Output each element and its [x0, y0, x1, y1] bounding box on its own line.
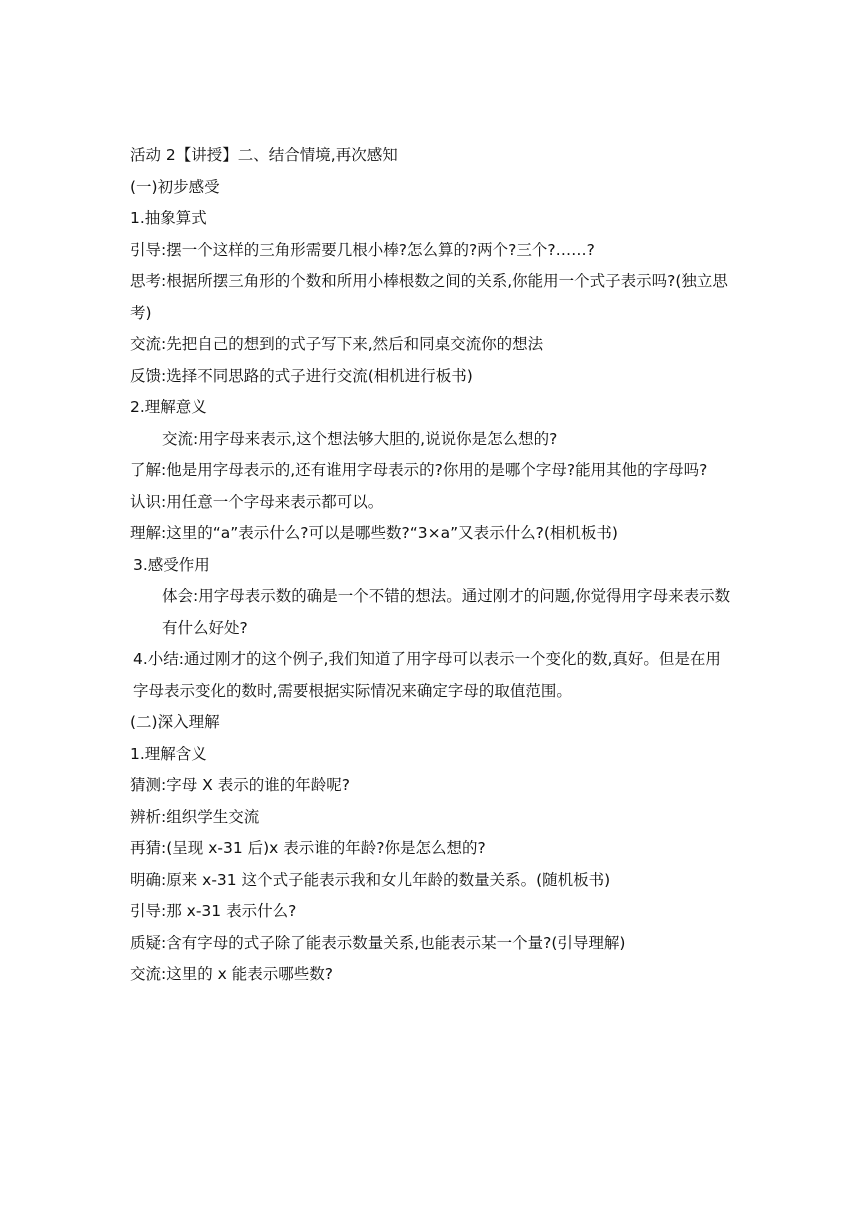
paragraph: 体会:用字母表示数的确是一个不错的想法。通过刚才的问题,你觉得用字母来表示数有什么好处?: [162, 587, 731, 637]
paragraph: 交流:这里的 x 能表示哪些数?: [130, 965, 333, 983]
paragraph: 了解:他是用字母表示的,还有谁用字母表示的?你用的是哪个字母?能用其他的字母吗?: [130, 461, 708, 479]
paragraph: 引导:那 x-31 表示什么?: [130, 902, 297, 920]
paragraph: 交流:用字母来表示,这个想法够大胆的,说说你是怎么想的?: [162, 429, 558, 448]
paragraph: 交流:先把自己的想到的式子写下来,然后和同桌交流你的想法: [130, 335, 544, 353]
paragraph: 反馈:选择不同思路的式子进行交流(相机进行板书): [130, 366, 473, 385]
paragraph: 理解:这里的“a”表示什么?可以是哪些数?“3×a”又表示什么?(相机板书): [130, 524, 618, 542]
section-heading-2: (二)深入理解: [130, 713, 220, 731]
activity-heading: 活动 2【讲授】二、结合情境,再次感知: [130, 146, 398, 164]
paragraph: 辨析:组织学生交流: [130, 807, 260, 826]
summary-paragraph: 4.小结:通过刚才的这个例子,我们知道了用字母可以表示一个变化的数,真好。但是在用字母表示变化的数时,需要根据实际情况来确定字母的取值范围。: [133, 650, 721, 700]
section-heading-1: (一)初步感受: [130, 177, 220, 196]
paragraph: 引导:摆一个这样的三角形需要几根小棒?怎么算的?两个?三个?……?: [130, 240, 595, 259]
subsection-heading: 2.理解意义: [130, 398, 207, 416]
subsection-heading: 1.抽象算式: [130, 209, 207, 227]
subsection-heading: 1.理解含义: [130, 744, 207, 763]
paragraph: 思考:根据所摆三角形的个数和所用小棒根数之间的关系,你能用一个式子表示吗?(独立思考): [130, 272, 728, 322]
subsection-heading: 3.感受作用: [133, 555, 210, 574]
paragraph: 质疑:含有字母的式子除了能表示数量关系,也能表示某一个量?(引导理解): [130, 933, 626, 952]
paragraph: 认识:用任意一个字母来表示都可以。: [130, 492, 384, 511]
paragraph: 明确:原来 x-31 这个式子能表示我和女儿年龄的数量关系。(随机板书): [130, 870, 611, 889]
paragraph: 再猜:(呈现 x-31 后)x 表示谁的年龄?你是怎么想的?: [130, 839, 486, 857]
paragraph: 猜测:字母 X 表示的谁的年龄呢?: [130, 776, 350, 794]
document-body: [130, 140, 735, 991]
